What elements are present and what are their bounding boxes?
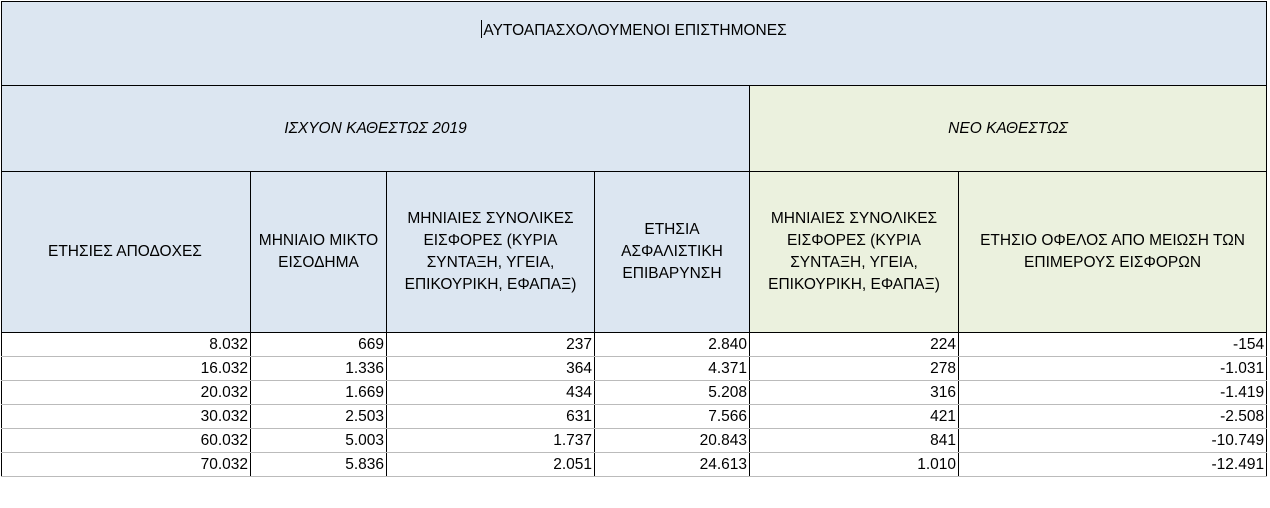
table-cell[interactable]: 2.051 <box>387 453 595 477</box>
table-cell[interactable]: 60.032 <box>2 429 251 453</box>
table-cell[interactable]: 1.010 <box>750 453 959 477</box>
table-cell[interactable]: 434 <box>387 381 595 405</box>
table-cell[interactable]: 24.613 <box>595 453 750 477</box>
column-header-row <box>2 172 1267 333</box>
group-new[interactable]: ΝΕΟ ΚΑΘΕΣΤΩΣ <box>750 86 1267 172</box>
table-cell[interactable]: 8.032 <box>2 333 251 357</box>
table-body <box>2 333 1267 477</box>
table-cell[interactable]: 7.566 <box>595 405 750 429</box>
contributions-table <box>1 1 1267 477</box>
table-row <box>2 453 1267 477</box>
table-cell[interactable]: 631 <box>387 405 595 429</box>
table-row <box>2 405 1267 429</box>
column-header[interactable]: ΕΤΗΣΙΟ ΟΦΕΛΟΣ ΑΠΟ ΜΕΙΩΣΗ ΤΩΝ ΕΠΙΜΕΡΟΥΣ ΕΙΣΦΟΡΩΝ <box>959 172 1267 333</box>
table-cell[interactable]: 20.843 <box>595 429 750 453</box>
table-cell[interactable]: -2.508 <box>959 405 1267 429</box>
table-cell[interactable]: -10.749 <box>959 429 1267 453</box>
table-cell[interactable]: 5.836 <box>251 453 387 477</box>
table-cell[interactable]: 1.669 <box>251 381 387 405</box>
column-header[interactable]: ΕΤΗΣΙΕΣ ΑΠΟΔΟΧΕΣ <box>2 172 251 333</box>
table-cell[interactable]: 841 <box>750 429 959 453</box>
column-header[interactable]: ΜΗΝΙΑΙΕΣ ΣΥΝΟΛΙΚΕΣ ΕΙΣΦΟΡΕΣ (ΚΥΡΙΑ ΣΥΝΤΑΞΗ, ΥΓΕΙΑ, ΕΠΙΚΟΥΡΙΚΗ, ΕΦΑΠΑΞ) <box>387 172 595 333</box>
table-cell[interactable]: 30.032 <box>2 405 251 429</box>
table-cell[interactable]: 70.032 <box>2 453 251 477</box>
table-cell[interactable]: 316 <box>750 381 959 405</box>
table-cell[interactable]: 5.208 <box>595 381 750 405</box>
group-row <box>2 86 1267 172</box>
table-cell[interactable]: 669 <box>251 333 387 357</box>
table-cell[interactable]: 278 <box>750 357 959 381</box>
column-header[interactable]: ΕΤΗΣΙΑ ΑΣΦΑΛΙΣΤΙΚΗ ΕΠΙΒΑΡΥΝΣΗ <box>595 172 750 333</box>
table-cell[interactable]: 16.032 <box>2 357 251 381</box>
table-cell[interactable]: -154 <box>959 333 1267 357</box>
table-cell[interactable]: -1.031 <box>959 357 1267 381</box>
table-cell[interactable]: 237 <box>387 333 595 357</box>
table-row <box>2 333 1267 357</box>
table-cell[interactable]: -1.419 <box>959 381 1267 405</box>
table-cell[interactable]: 224 <box>750 333 959 357</box>
title-cell[interactable] <box>2 2 1267 86</box>
group-current[interactable]: ΙΣΧΥΟΝ ΚΑΘΕΣΤΩΣ 2019 <box>2 86 750 172</box>
table-cell[interactable]: 2.840 <box>595 333 750 357</box>
table-cell[interactable]: 5.003 <box>251 429 387 453</box>
table-title: ΑΥΤΟΑΠΑΣΧΟΛΟΥΜΕΝΟΙ ΕΠΙΣΤΗΜΟΝΕΣ <box>483 21 787 39</box>
table-row <box>2 357 1267 381</box>
column-header[interactable]: ΜΗΝΙΑΙΕΣ ΣΥΝΟΛΙΚΕΣ ΕΙΣΦΟΡΕΣ (ΚΥΡΙΑ ΣΥΝΤΑΞΗ, ΥΓΕΙΑ, ΕΠΙΚΟΥΡΙΚΗ, ΕΦΑΠΑΞ) <box>750 172 959 333</box>
table-cell[interactable]: 421 <box>750 405 959 429</box>
column-header[interactable]: ΜΗΝΙΑΙΟ ΜΙΚΤΟ ΕΙΣΟΔΗΜΑ <box>251 172 387 333</box>
table-cell[interactable]: 2.503 <box>251 405 387 429</box>
table-row <box>2 381 1267 405</box>
table-cell[interactable]: 1.737 <box>387 429 595 453</box>
table-cell[interactable]: -12.491 <box>959 453 1267 477</box>
title-row <box>2 2 1267 86</box>
table-cell[interactable]: 20.032 <box>2 381 251 405</box>
table-cell[interactable]: 4.371 <box>595 357 750 381</box>
table-cell[interactable]: 364 <box>387 357 595 381</box>
table-cell[interactable]: 1.336 <box>251 357 387 381</box>
table-row <box>2 429 1267 453</box>
